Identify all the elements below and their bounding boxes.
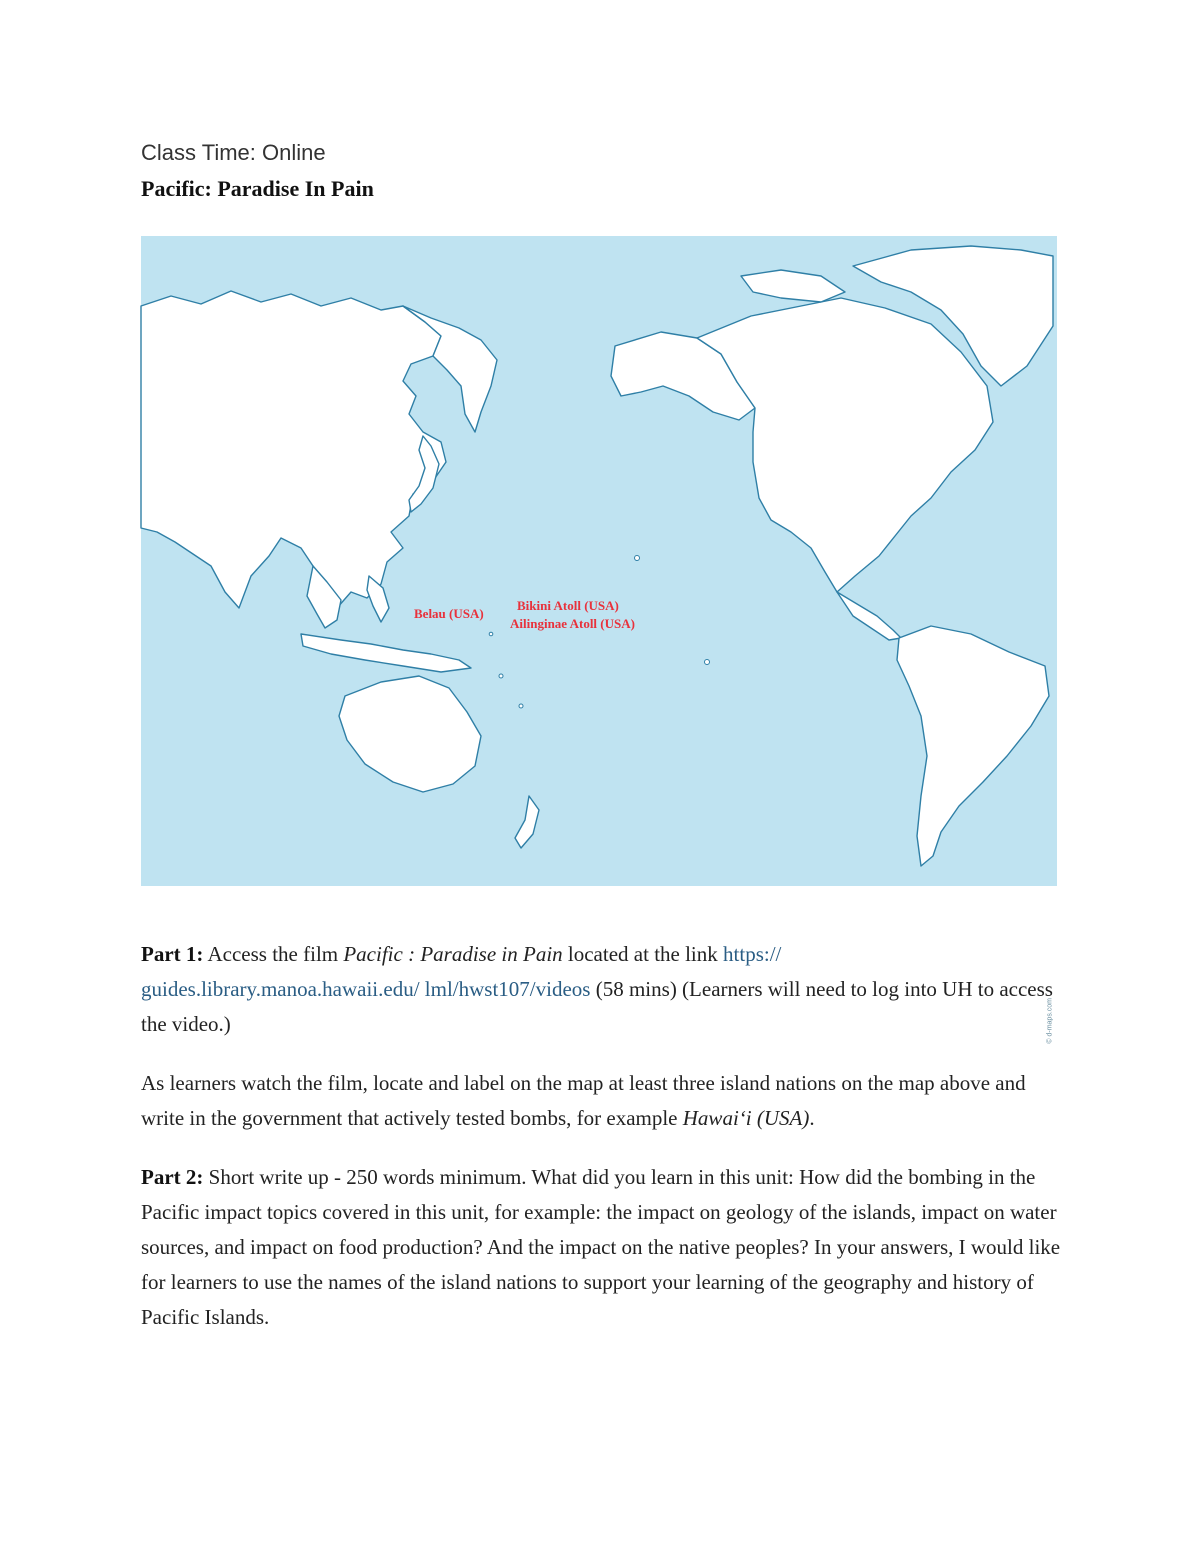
- australia-landmass: [339, 676, 481, 792]
- central-america-landmass: [837, 592, 901, 640]
- south-america-landmass: [897, 626, 1049, 866]
- marshall-islands-dot: [635, 556, 640, 561]
- philippines-landmass: [367, 576, 389, 622]
- film-title: Pacific : Paradise in Pain: [343, 942, 563, 966]
- video-link[interactable]: https:// guides.library.manoa.hawaii.edu/ lml/hwst107/videos: [141, 942, 782, 1001]
- part-1-text-after: (58 mins) (Learners will need to log into UH to access the video.): [141, 977, 1053, 1036]
- map-instruction-text: As learners watch the film, locate and label on the map at least three island nations on the map above and write in the government that actively tested bombs, for example: [141, 1071, 1026, 1130]
- map-instruction-paragraph: [141, 1066, 1061, 1136]
- map-instruction-end: .: [809, 1106, 815, 1130]
- map-instruction-example: Hawai‘i (USA): [682, 1106, 810, 1130]
- island-dot-a: [499, 674, 503, 678]
- new-zealand-landmass: [515, 796, 539, 848]
- map-label-bikini: Bikini Atoll (USA): [517, 598, 619, 613]
- part-2-paragraph: [141, 1160, 1061, 1335]
- arctic-islands: [741, 270, 845, 302]
- part-2-label: Part 2:: [141, 1165, 204, 1189]
- world-map-outline: [141, 236, 1057, 886]
- map-credit: © d-maps.com: [1047, 998, 1054, 1044]
- map-label-ailinginae: Ailinginae Atoll (USA): [510, 616, 635, 631]
- part-1-text-before: Access the film: [203, 942, 344, 966]
- island-dot-c: [489, 632, 493, 636]
- part-2-text: Short write up - 250 words minimum. What did you learn in this unit: How did the bombing in the Pacific impact topics covered in this unit, for example: the impact on geology of the islands, impact on water sources, and impact on food production? And the impact on the native peoples? In your answers, I would like for learners to use the names of the island nations to support your learning of the geography and history of Pacific Islands.: [141, 1165, 1061, 1329]
- part-1-text-middle: located at the link: [562, 942, 724, 966]
- indonesia-landmass: [301, 634, 471, 672]
- hawaii-dot: [705, 660, 710, 665]
- part-1-label: Part 1:: [141, 942, 204, 966]
- asia-landmass: [141, 291, 446, 608]
- part-1-paragraph: [141, 937, 1061, 1042]
- document-title: Pacific: Paradise In Pain: [141, 176, 374, 201]
- class-time: Class Time: Online: [141, 140, 326, 165]
- map-label-belau: Belau (USA): [414, 606, 484, 621]
- island-dot-b: [519, 704, 523, 708]
- north-america-landmass: [697, 298, 993, 592]
